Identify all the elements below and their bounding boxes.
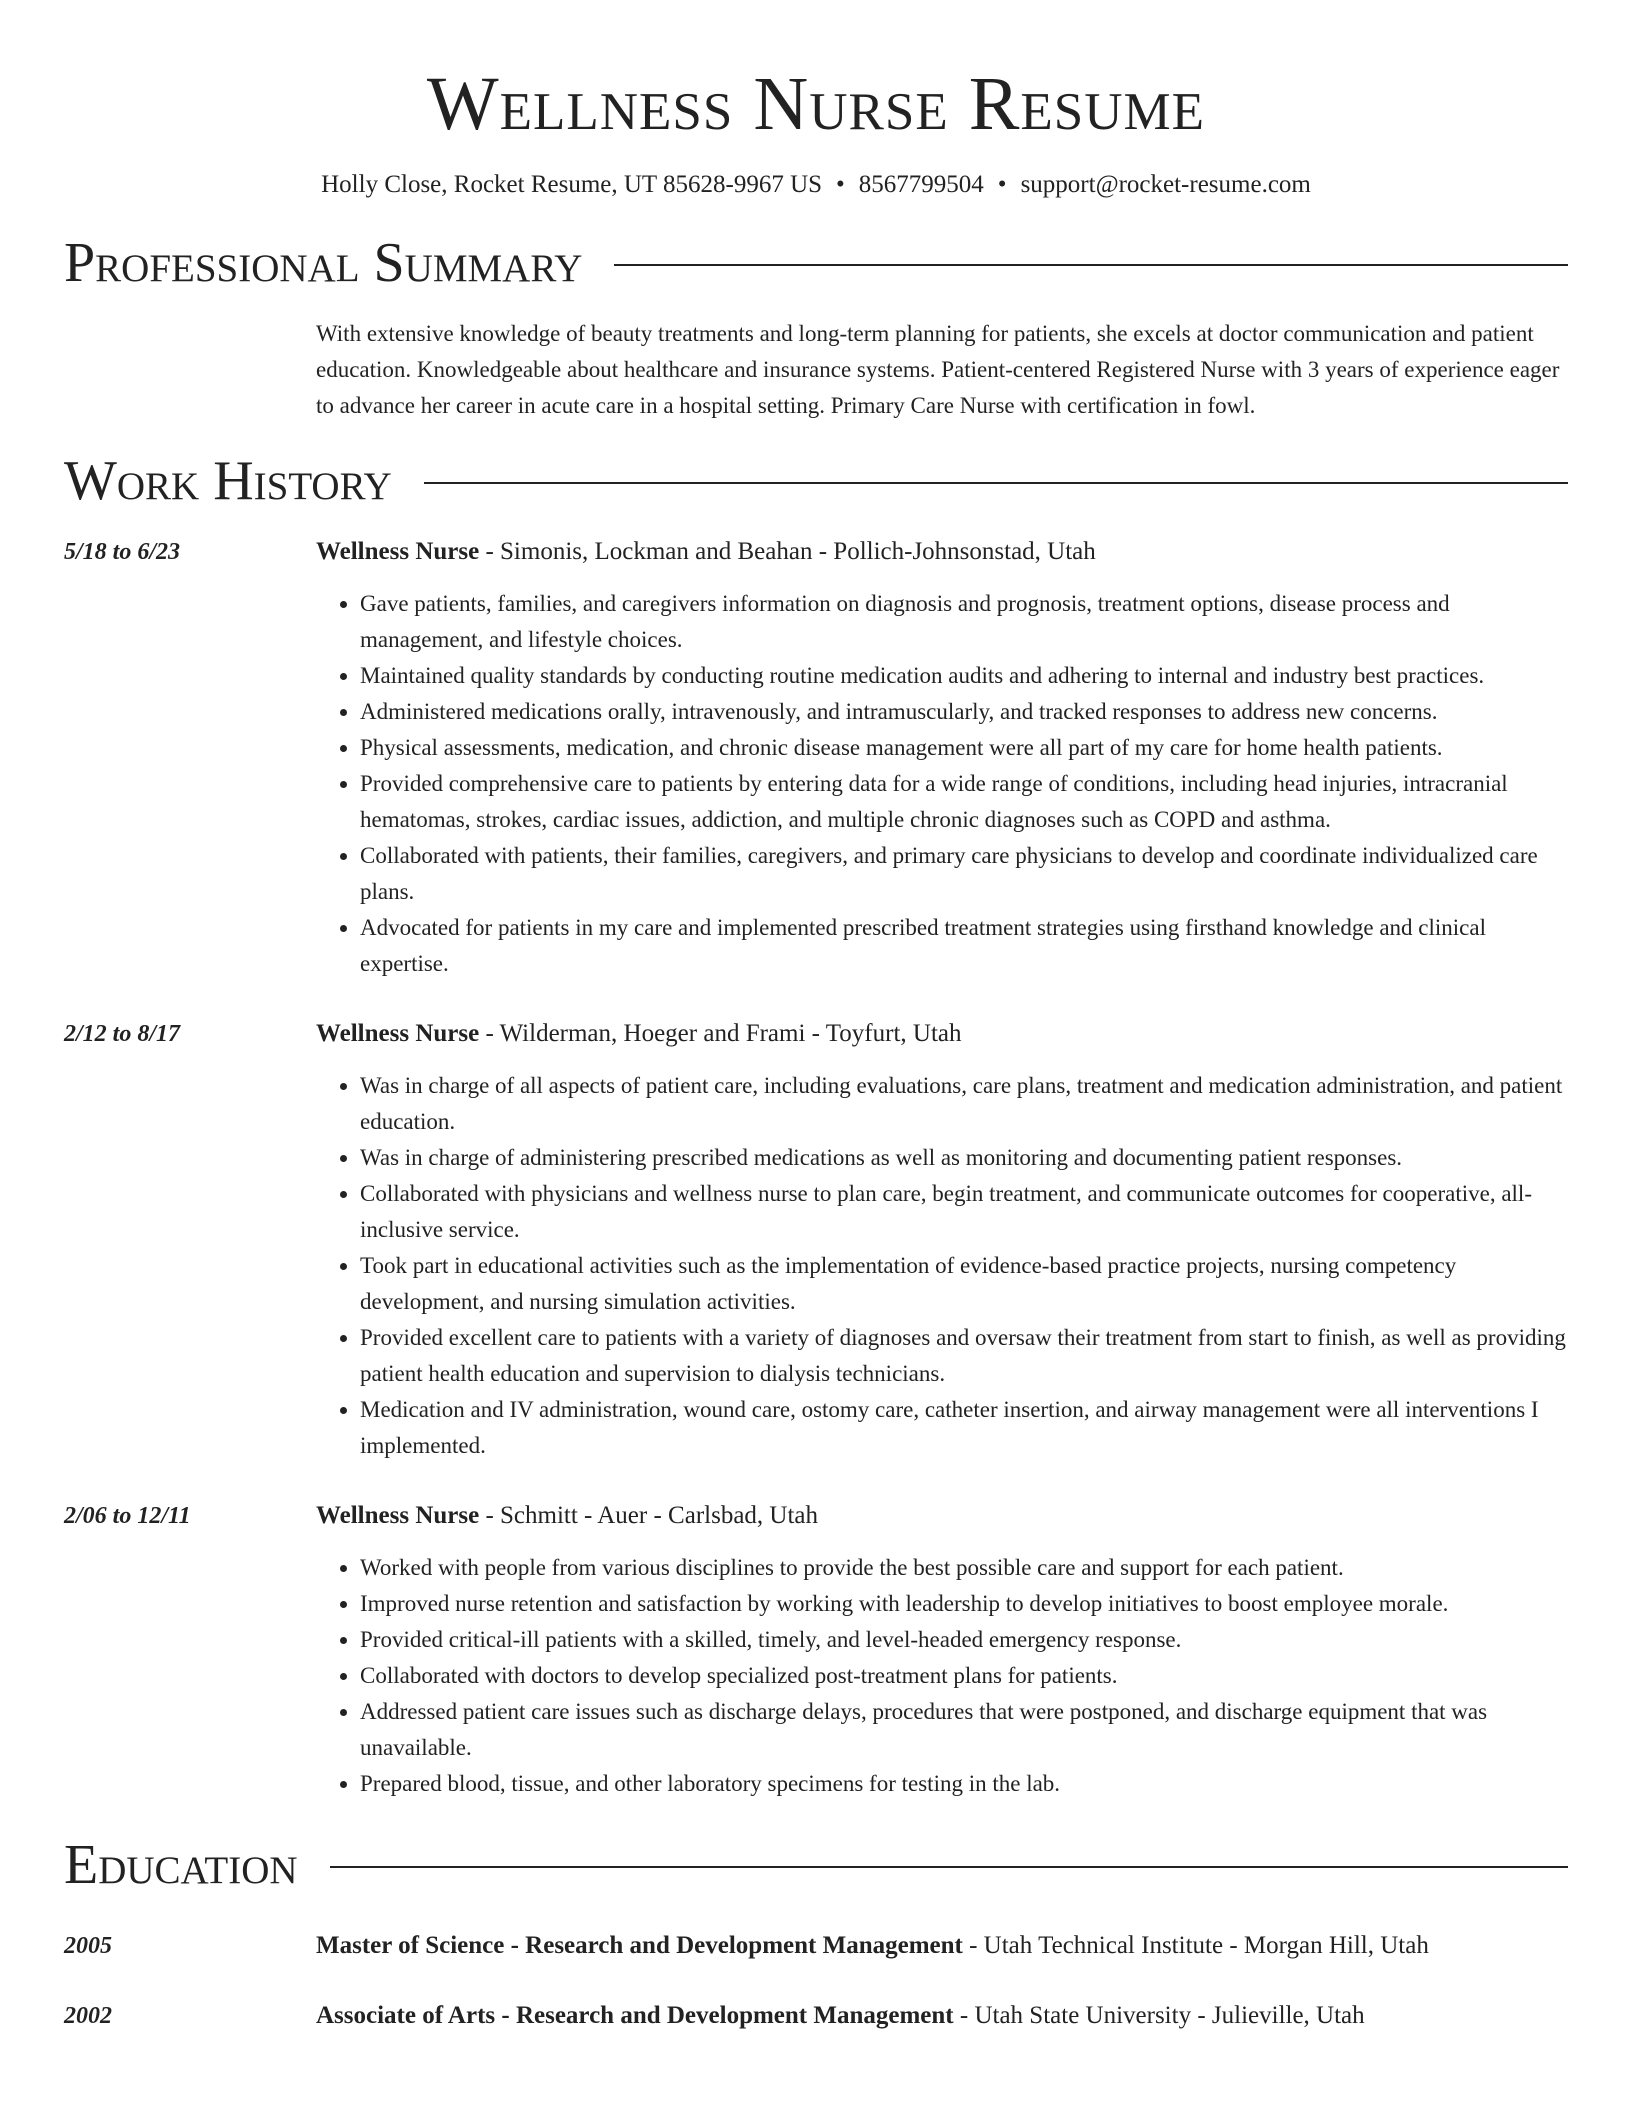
list-item: • Was in charge of administering prescribed medications as well as monitoring and documenting patient responses. bbox=[360, 1140, 1568, 1176]
education-degree: Associate of Arts - Research and Development Management bbox=[316, 2002, 954, 2029]
job-entry bbox=[64, 534, 1568, 982]
education-entry bbox=[64, 1998, 1568, 2034]
job-bullets bbox=[316, 1550, 1568, 1802]
work-section-header bbox=[64, 446, 1568, 516]
job-employer: - Wilderman, Hoeger and Frami - Toyfurt, Utah bbox=[479, 1020, 962, 1047]
job-heading bbox=[316, 1016, 1568, 1052]
job-bullets bbox=[316, 1068, 1568, 1464]
work-heading: Work History bbox=[64, 450, 392, 512]
section-divider bbox=[614, 264, 1568, 266]
summary-heading: Professional Summary bbox=[64, 232, 583, 294]
list-item: • Collaborated with patients, their families, caregivers, and primary care physicians to develop and coordinate individualized care plans. bbox=[360, 838, 1568, 910]
list-item: • Worked with people from various disciplines to provide the best possible care and support for each patient. bbox=[360, 1550, 1568, 1586]
job-heading bbox=[316, 1498, 1568, 1534]
list-item: • Gave patients, families, and caregivers information on diagnosis and prognosis, treatment options, disease process and management, and lifestyle choices. bbox=[360, 586, 1568, 658]
list-item: • Took part in educational activities such as the implementation of evidence-based practice projects, nursing competency development, and nursing simulation activities. bbox=[360, 1248, 1568, 1320]
list-item: • Administered medications orally, intravenously, and intramuscularly, and tracked responses to address new concerns. bbox=[360, 694, 1568, 730]
list-item: • Medication and IV administration, wound care, ostomy care, catheter insertion, and airway management were all interventions I implemented. bbox=[360, 1392, 1568, 1464]
list-item: • Was in charge of all aspects of patient care, including evaluations, care plans, treatment and medication administration, and patient education. bbox=[360, 1068, 1568, 1140]
job-title: Wellness Nurse bbox=[316, 1502, 480, 1529]
list-item: • Provided critical-ill patients with a skilled, timely, and level-headed emergency response. bbox=[360, 1622, 1568, 1658]
contact-phone: 8567799504 bbox=[858, 171, 984, 198]
list-item: • Physical assessments, medication, and chronic disease management were all part of my care for home health patients. bbox=[360, 730, 1568, 766]
list-item: • Maintained quality standards by conducting routine medication audits and adhering to internal and industry best practices. bbox=[360, 658, 1568, 694]
list-item: • Advocated for patients in my care and implemented prescribed treatment strategies using firsthand knowledge and clinical expertise. bbox=[360, 910, 1568, 982]
separator-dot: • bbox=[997, 171, 1007, 198]
job-title: Wellness Nurse bbox=[316, 1020, 480, 1047]
job-content bbox=[316, 1016, 1568, 1464]
job-dates: 2/06 to 12/11 bbox=[64, 1503, 191, 1529]
education-content bbox=[316, 1998, 1568, 2034]
education-year: 2002 bbox=[64, 2003, 112, 2029]
job-content bbox=[316, 534, 1568, 982]
education-school: - Utah Technical Institute - Morgan Hill, Utah bbox=[962, 1932, 1429, 1959]
list-item: • Collaborated with doctors to develop specialized post-treatment plans for patients. bbox=[360, 1658, 1568, 1694]
job-entry bbox=[64, 1016, 1568, 1464]
education-school: - Utah State University - Julieville, Utah bbox=[953, 2002, 1365, 2029]
list-item: • Provided excellent care to patients with a variety of diagnoses and oversaw their treatment from start to finish, as well as providing patient health education and supervision to dialysis technicians. bbox=[360, 1320, 1568, 1392]
list-item: • Addressed patient care issues such as discharge delays, procedures that were postponed, and discharge equipment that was unavailable. bbox=[360, 1694, 1568, 1766]
separator-dot: • bbox=[836, 171, 845, 198]
list-item: • Provided comprehensive care to patients by entering data for a wide range of conditions, including head injuries, intracranial hematomas, strokes, cardiac issues, addiction, and multiple chronic diagnoses such as COPD and asthma. bbox=[360, 766, 1568, 838]
contact-line bbox=[64, 168, 1568, 202]
job-bullets bbox=[316, 586, 1568, 982]
education-heading: Education bbox=[64, 1834, 298, 1896]
summary-text: With extensive knowledge of beauty treatments and long-term planning for patients, she excels at doctor communication and patient education. Knowledgeable about healthcare and insurance systems. Patient-centered Registered Nurse with 3 years of experience eager to advance her career in acute care in a hospital setting. Primary Care Nurse with certification in fowl. bbox=[316, 321, 1560, 418]
contact-address: Holly Close, Rocket Resume, UT 85628-9967 US bbox=[321, 171, 823, 198]
education-content bbox=[316, 1928, 1568, 1964]
job-title: Wellness Nurse bbox=[316, 538, 480, 565]
education-entry bbox=[64, 1928, 1568, 1964]
section-divider bbox=[330, 1866, 1568, 1868]
education-year: 2005 bbox=[64, 1933, 112, 1959]
list-item: • Improved nurse retention and satisfaction by working with leadership to develop initiatives to boost employee morale. bbox=[360, 1586, 1568, 1622]
job-entry bbox=[64, 1498, 1568, 1802]
summary-section-header bbox=[64, 228, 1568, 298]
job-dates: 5/18 to 6/23 bbox=[64, 539, 181, 565]
list-item: • Collaborated with physicians and wellness nurse to plan care, begin treatment, and communicate outcomes for cooperative, all-inclusive service. bbox=[360, 1176, 1568, 1248]
list-item: • Prepared blood, tissue, and other laboratory specimens for testing in the lab. bbox=[360, 1766, 1568, 1802]
job-content bbox=[316, 1498, 1568, 1802]
job-employer: - Simonis, Lockman and Beahan - Pollich-Johnsonstad, Utah bbox=[479, 538, 1096, 565]
education-section-header bbox=[64, 1830, 1568, 1900]
education-degree: Master of Science - Research and Development Management bbox=[316, 1932, 963, 1959]
job-dates: 2/12 to 8/17 bbox=[64, 1021, 181, 1047]
contact-email: support@rocket-resume.com bbox=[1020, 171, 1311, 198]
section-divider bbox=[424, 482, 1568, 484]
resume-title: Wellness Nurse Resume bbox=[426, 62, 1206, 146]
job-employer: - Schmitt - Auer - Carlsbad, Utah bbox=[479, 1502, 819, 1529]
job-heading bbox=[316, 534, 1568, 570]
